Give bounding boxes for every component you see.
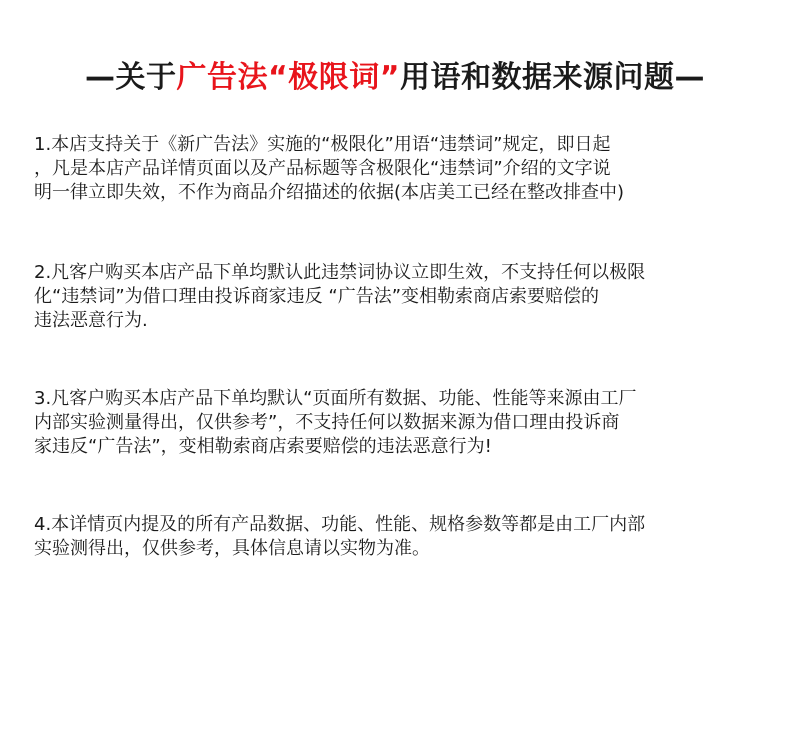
title-suffix: 用语和数据来源问题— (399, 60, 705, 95)
paragraph-line: 明一律立即失效，不作为商品介绍描述的依据(本店美工已经在整改排查中) (34, 182, 625, 203)
paragraph-line: 4.本详情页内提及的所有产品数据、功能、性能、规格参数等都是由工厂内部 (34, 514, 646, 535)
notice-paragraph-4 (34, 513, 756, 561)
paragraph-line: 违法恶意行为. (34, 310, 148, 331)
notice-paragraph-2 (34, 261, 756, 333)
paragraph-line: ，凡是本店产品详情页面以及产品标题等含极限化“违禁词”介绍的文字说 (34, 158, 611, 179)
title-prefix: —关于 (85, 60, 177, 95)
paragraph-line: 2.凡客户购买本店产品下单均默认此违禁词协议立即生效，不支持任何以极限 (34, 262, 646, 283)
paragraph-line: 3.凡客户购买本店产品下单均默认“页面所有数据、功能、性能等来源由工厂 (34, 388, 637, 409)
title-highlight: 广告法“极限词” (176, 60, 400, 95)
page-title (0, 52, 790, 96)
notice-paragraph-3 (34, 387, 756, 459)
notice-paragraph-1 (34, 133, 756, 205)
paragraph-line: 内部实验测量得出，仅供参考”，不支持任何以数据来源为借口理由投诉商 (34, 412, 620, 433)
paragraph-line: 实验测得出，仅供参考，具体信息请以实物为准。 (34, 538, 430, 559)
paragraph-line: 家违反“广告法”，变相勒索商店索要赔偿的违法恶意行为! (34, 436, 492, 457)
paragraph-line: 1.本店支持关于《新广告法》实施的“极限化”用语“违禁词”规定，即日起 (34, 134, 611, 155)
paragraph-line: 化“违禁词”为借口理由投诉商家违反 “广告法”变相勒索商店索要赔偿的 (34, 286, 600, 307)
